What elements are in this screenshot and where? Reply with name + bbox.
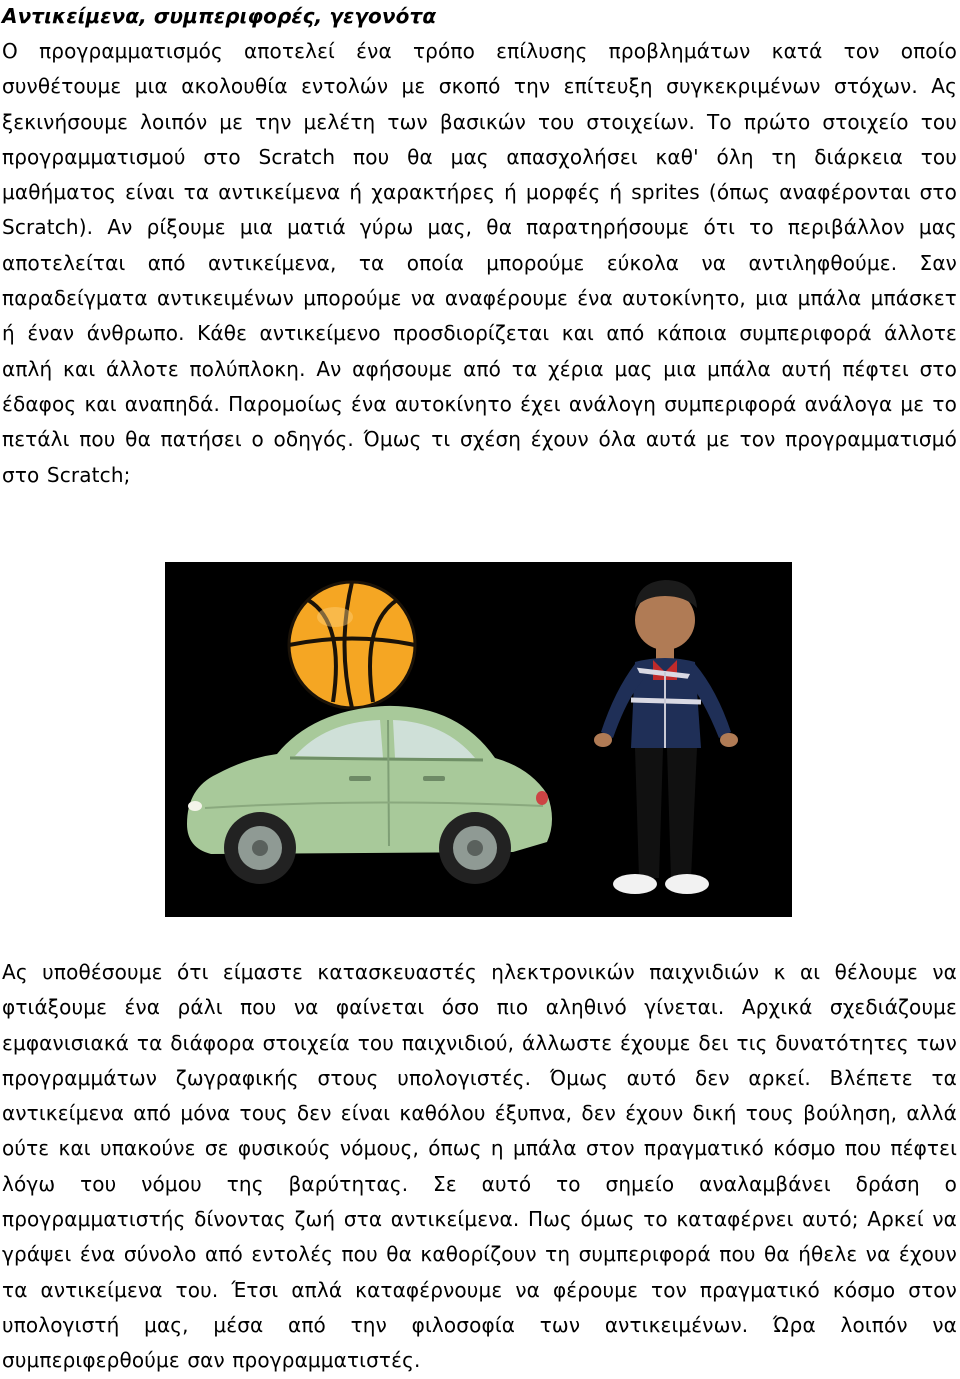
objects-figure [165,562,792,917]
objects-illustration [165,562,792,917]
document-title: Αντικείμενα, συμπεριφορές, γεγονότα [2,4,437,28]
paragraph-game-example: Ας υποθέσουμε ότι είμαστε κατασκευαστές ηλεκτρονικών παιχνιδιών κ αι θέλουμε να φτιάξουμε ένα ράλι που να φαίνεται όσο πιο αληθινό γίνεται. Αρχικά σχεδιάζουμε εμφανισιακά τα διάφορα στοιχεία του παιχνιδιού, άλλωστε έχουμε δει τις δυνατότητες των προγραμμάτων ζωγραφικής στους υπολογιστές. Όμως αυτό δεν αρκεί. Βλέπετε τα αντικείμενα από μόνα τους δεν είναι καθόλου έξυπνα, δεν έχουν δική τους βούληση, αλλά ούτε και υπακούνε σε φυσικούς νόμους, όπως η μπάλα στον πραγματικό κόσμο που πέφτει λόγω του νόμου της βαρύτητας. Σε αυτό το σημείο αναλαμβάνει δράση ο προγραμματιστής δίνοντας ζωή στα αντικείμενα. Πως όμως το καταφέρνει αυτό; Αρκεί να γράψει ένα σύνολο από εντολές που θα καθορίζουν τη συμπεριφορά που θα ήθελε να έχουν τα αντικείμενα του. Έτσι απλά καταφέρνουμε να φέρουμε τον πραγματικό κόσμο στον υπολογιστή μας, μέσα από την φιλοσοφία των αντικειμένων. Ώρα λοιπόν να συμπεριφερθούμε σαν προγραμματιστές. [2,960,957,1373]
paragraph-intro: Ο προγραμματισμός αποτελεί ένα τρόπο επίλυσης προβλημάτων κατά τον οποίο συνθέτουμε μια ακολουθία εντολών με σκοπό την επίτευξη συγκεκριμένων στόχων. Ας ξεκινήσουμε λοιπόν με την μελέτη των βασικών του στοιχείων. Το πρώτο στοιχείο του προγραμματισμού στο Scratch που θα μας απασχολήσει καθ' όλη τη διάρκεια του μαθήματος είναι τα αντικείμενα ή χαρακτήρες ή μορφές ή sprites (όπως αναφέρονται στο Scratch). Αν ρίξουμε μια ματιά γύρω μας, θα παρατηρήσουμε ότι το περιβάλλον μας αποτελείται από αντικείμενα, τα οποία μπορούμε εύκολα να αντιληφθούμε. Σαν παραδείγματα αντικειμένων μπορούμε να αναφέρουμε ένα αυτοκίνητο, μια μπάλα μπάσκετ ή έναν άνθρωπο. Κάθε αντικείμενο προσδιορίζεται και από κάποια συμπεριφορά άλλοτε απλή και άλλοτε πολύπλοκη. Αν αφήσουμε από τα χέρια μας μια μπάλα αυτή πέφτει στο έδαφος και αναπηδά. Παρομοίως ένα αυτοκίνητο έχει ανάλογη συμπεριφορά ανάλογα με το πετάλι που θα πατήσει ο οδηγός. Όμως τι σχέση έχουν όλα αυτά με τον προγραμματισμό στο Scratch; [2,39,957,487]
basketball-icon [289,582,415,708]
